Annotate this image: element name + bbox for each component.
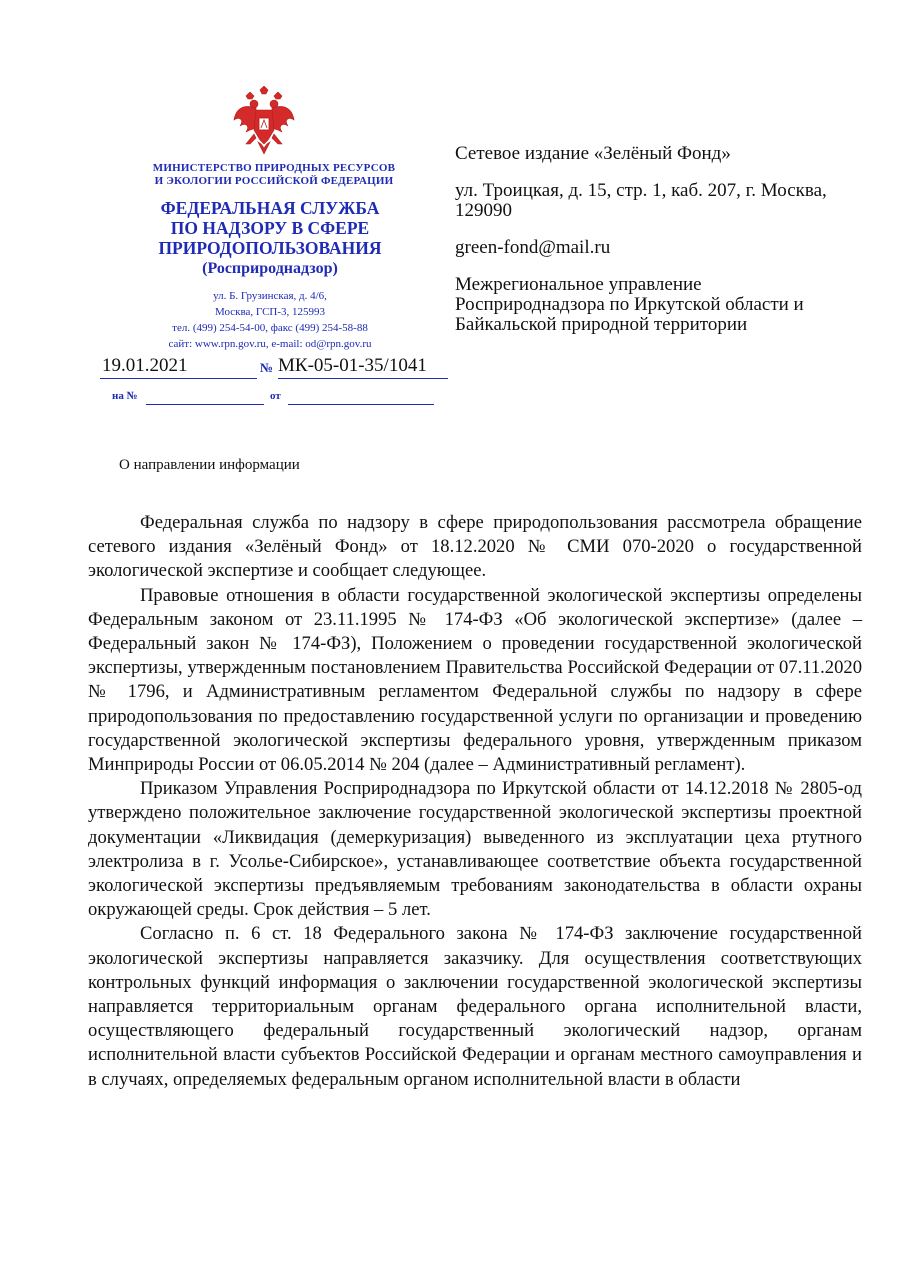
web-line: сайт: www.rpn.gov.ru, e-mail: od@rpn.gov.ru	[168, 338, 372, 350]
registration-date: 19.01.2021	[100, 354, 257, 379]
recipient-copy: Межрегиональное управление Росприроднадзора по Иркутской области и Байкальской природной территории	[455, 274, 804, 335]
service-name: ФЕДЕРАЛЬНАЯ СЛУЖБА ПО НАДЗОРУ В СФЕРЕ ПРИРОДОПОЛЬЗОВАНИЯ	[158, 198, 382, 258]
body-paragraph-1: Федеральная служба по надзору в сфере природопользования рассмотрела обращение сетевого издания «Зелёный Фонд» от 18.12.2020 № СМИ 070-2020 о государственной экологической экспертизе и сообщает следующее.	[88, 512, 862, 582]
body-paragraph-2: Правовые отношения в области государственной экологической экспертизы определены Федеральным законом от 23.11.1995 № 174-ФЗ «Об экологической экспертизе» (далее – Федеральный закон № 174-ФЗ), Положением о проведении государственной экологической экспертизы, утвержденным постановлением Правительства Российской Федерации от 07.11.2020 № 1796, и Административным регламентом Федеральной службы по надзору в сфере природопользования по предоставлению государственной услуги по организации и проведению государственной экологической экспертизы федерального уровня, утвержденным приказом Минприроды России от 06.05.2014 № 204 (далее – Административный регламент).	[88, 584, 862, 776]
phone-line: тел. (499) 254-54-00, факс (499) 254-58-88	[172, 322, 368, 334]
registration-number: МК-05-01-35/1041	[278, 354, 448, 379]
letter-subject: О направлении информации	[119, 457, 300, 473]
number-sign-label: №	[260, 360, 274, 375]
registration-row	[100, 354, 460, 384]
reference-number-label: на №	[112, 390, 138, 402]
recipient-name: Сетевое издание «Зелёный Фонд»	[455, 143, 731, 164]
recipient-block	[455, 144, 855, 352]
service-abbreviation: (Росприроднадзор)	[202, 260, 338, 277]
service-contacts	[120, 288, 420, 352]
address-line-2: Москва, ГСП-3, 125993	[214, 306, 326, 318]
recipient-address: ул. Троицкая, д. 15, стр. 1, каб. 207, г. Москва, 129090	[455, 180, 827, 221]
letter-body	[88, 511, 862, 1092]
reference-date-label: от	[270, 390, 281, 402]
recipient-email: green-fond@mail.ru	[455, 237, 611, 258]
body-paragraph-4: Согласно п. 6 ст. 18 Федерального закона № 174-ФЗ заключение государственной экологической экспертизы направляется заказчику. Для осуществления соответствующих контрольных функций информация о заключении государственной экологической экспертизы направляется территориальным органам федерального органа исполнительной власти, осуществляющего федеральный государственный экологический надзор, органам исполнительной власти субъектов Российской Федерации и органам местного самоуправления и в случаях, определяемых федеральным органом исполнительной власти в области	[88, 923, 862, 1090]
coat-of-arms-icon	[232, 86, 296, 156]
reference-row	[112, 390, 432, 412]
reference-number-line	[146, 404, 264, 405]
ministry-name: МИНИСТЕРСТВО ПРИРОДНЫХ РЕСУРСОВ И ЭКОЛОГИИ РОССИЙСКОЙ ФЕДЕРАЦИИ	[152, 162, 396, 187]
body-paragraph-3: Приказом Управления Росприроднадзора по Иркутской области от 14.12.2018 № 2805-од утверждено положительное заключение государственной экологической экспертизы проектной документации «Ликвидация (демеркуризация) выведенного из эксплуатации цеха ртутного электролиза в г. Усолье-Сибирское», устанавливающее соответствие объекта государственной экологической экспертизы предъявляемым требованиям законодательства в области охраны окружающей среды. Срок действия – 5 лет.	[88, 778, 862, 921]
address-line-1: ул. Б. Грузинская, д. 4/6,	[213, 290, 327, 302]
reference-date-line	[288, 404, 434, 405]
